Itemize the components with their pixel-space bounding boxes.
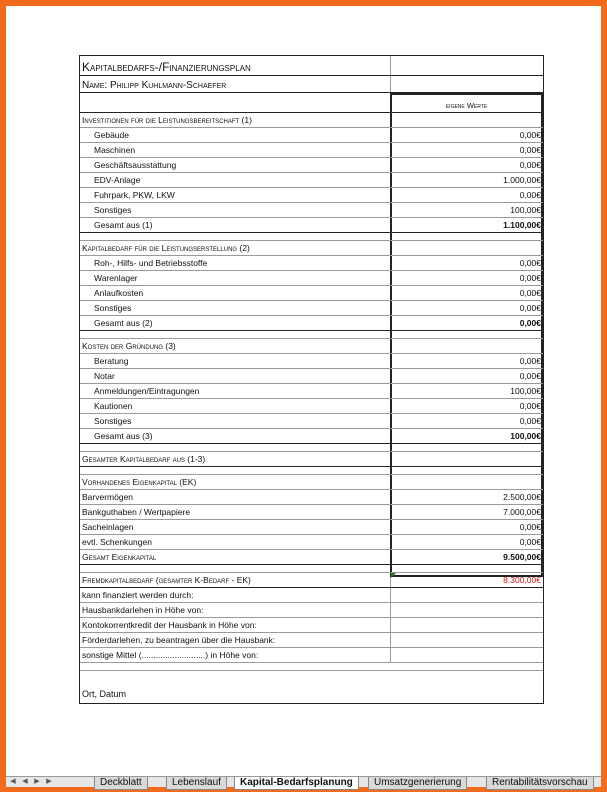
table-row[interactable]	[80, 188, 543, 203]
total-capital-label: Gesamter Kapitalbedarf aus (1-3)	[82, 454, 206, 464]
row-label: Fuhrpark, PKW, LKW	[94, 190, 175, 200]
row-value: 0,00€	[519, 160, 541, 170]
row-label: Sonstiges	[94, 303, 132, 313]
table-row[interactable]	[80, 490, 543, 505]
row-value: 0,00€	[519, 371, 541, 381]
row-label: Gesamt aus (1)	[94, 220, 153, 230]
table-row[interactable]	[80, 369, 543, 384]
row-label: Notar	[94, 371, 115, 381]
sheet-tab-bar	[6, 776, 601, 787]
spreadsheet-table	[79, 55, 544, 704]
subtotal-value: 9.500,00€	[503, 552, 541, 562]
tab-umsatzgenerierung[interactable]: Umsatzgenerierung	[368, 777, 467, 790]
ort-datum-row[interactable]	[80, 671, 543, 703]
table-row[interactable]	[80, 158, 543, 173]
table-row[interactable]	[80, 286, 543, 301]
section-header-row[interactable]	[80, 113, 543, 128]
row-value: 0,00€	[519, 303, 541, 313]
spacer-row[interactable]	[80, 444, 543, 452]
row-value: 1.000,00€	[503, 175, 541, 185]
row-value: 7.000,00€	[503, 507, 541, 517]
section-title-investitionen: Investitionen für die Leistungsbereitschaft (1)	[82, 115, 252, 125]
section-header-row[interactable]	[80, 339, 543, 354]
section-header-row[interactable]	[80, 475, 543, 490]
scroll-last-sheet-icon[interactable]: ▶	[46, 778, 52, 785]
row-label: Sonstiges	[94, 416, 132, 426]
column-header-eigene-werte: eigene Werte	[445, 101, 488, 110]
tab-deckblatt[interactable]: Deckblatt	[94, 777, 148, 790]
row-label: Gesamt aus (2)	[94, 318, 153, 328]
row-label: Kontokorrentkredit der Hausbank in Höhe von:	[82, 620, 257, 630]
subtotal-row[interactable]	[80, 218, 543, 233]
table-row[interactable]	[80, 603, 543, 618]
scroll-prev-sheet-icon[interactable]: ◀	[22, 778, 28, 785]
table-row[interactable]	[80, 399, 543, 414]
row-value: 0,00€	[519, 416, 541, 426]
table-row[interactable]	[80, 143, 543, 158]
row-label: evtl. Schenkungen	[82, 537, 152, 547]
table-row[interactable]	[80, 271, 543, 286]
table-row[interactable]	[80, 535, 543, 550]
row-label: Hausbankdarlehen in Höhe von:	[82, 605, 204, 615]
spacer-row[interactable]	[80, 467, 543, 475]
table-row[interactable]	[80, 588, 543, 603]
ort-datum-label: Ort, Datum	[82, 689, 127, 699]
row-value: 0,00€	[519, 401, 541, 411]
column-header-row[interactable]	[80, 93, 543, 113]
table-row[interactable]	[80, 203, 543, 218]
row-label: kann finanziert werden durch:	[82, 590, 194, 600]
fremdkapital-label: Fremdkapitalbedarf (gesamter K-Bedarf - EK)	[82, 575, 251, 585]
row-label: Sacheinlagen	[82, 522, 134, 532]
row-value: 100,00€	[510, 386, 541, 396]
row-label: Gesamt Eigenkapital	[82, 552, 157, 562]
row-value: 0,00€	[519, 145, 541, 155]
row-value: 0,00€	[519, 130, 541, 140]
comment-marker-icon[interactable]	[391, 573, 396, 578]
table-row[interactable]	[80, 301, 543, 316]
table-row[interactable]	[80, 520, 543, 535]
row-value: 0,00€	[519, 537, 541, 547]
scroll-next-sheet-icon[interactable]: ▶	[34, 778, 40, 785]
sheet-title: Kapitalbedarfs-/Finanzierungsplan	[82, 60, 251, 74]
row-label: Barvermögen	[82, 492, 134, 502]
subtotal-row[interactable]	[80, 429, 543, 444]
row-label: Kautionen	[94, 401, 133, 411]
spacer-row[interactable]	[80, 233, 543, 241]
row-label: Roh-, Hilfs- und Betriebsstoffe	[94, 258, 208, 268]
section-title-kapitalbedarf: Kapitalbedarf für die Leistungserstellung (2)	[82, 243, 250, 253]
table-row[interactable]	[80, 618, 543, 633]
tab-kapital-bedarfsplanung[interactable]: Kapital-Bedarfsplanung	[234, 777, 359, 790]
tab-rentabilitaetsvorschau[interactable]: Rentabilitätsvorschau	[486, 777, 594, 790]
fremdkapital-row[interactable]	[80, 573, 543, 588]
subtotal-row[interactable]	[80, 550, 543, 565]
row-value: 0,00€	[519, 258, 541, 268]
row-label: Gesamt aus (3)	[94, 431, 153, 441]
tab-lebenslauf[interactable]: Lebenslauf	[166, 777, 227, 790]
subtotal-value: 100,00€	[510, 431, 541, 441]
row-label: Maschinen	[94, 145, 136, 155]
name-row[interactable]	[80, 76, 543, 93]
total-capital-row[interactable]	[80, 452, 543, 467]
table-row[interactable]	[80, 505, 543, 520]
row-value: 2.500,00€	[503, 492, 541, 502]
row-value: 0,00€	[519, 190, 541, 200]
row-value: 0,00€	[519, 288, 541, 298]
table-row[interactable]	[80, 128, 543, 143]
table-row[interactable]	[80, 648, 543, 663]
scroll-first-sheet-icon[interactable]: ◀	[10, 778, 16, 785]
row-label: Anlaufkosten	[94, 288, 144, 298]
row-value: 0,00€	[519, 522, 541, 532]
table-row[interactable]	[80, 256, 543, 271]
row-value: 0,00€	[519, 273, 541, 283]
row-label: Gebäude	[94, 130, 129, 140]
spacer-row[interactable]	[80, 565, 543, 573]
section-title-gruendung: Kosten der Gründung (3)	[82, 341, 176, 351]
row-label: Bankguthaben / Wertpapiere	[82, 507, 191, 517]
section-header-row[interactable]	[80, 241, 543, 256]
row-label: Sonstiges	[94, 205, 132, 215]
spacer-row[interactable]	[80, 331, 543, 339]
table-row[interactable]	[80, 414, 543, 429]
title-row[interactable]	[80, 56, 543, 76]
row-value: 0,00€	[519, 356, 541, 366]
subtotal-row[interactable]	[80, 316, 543, 331]
subtotal-value: 1.100,00€	[503, 220, 541, 230]
row-label: Anmeldungen/Eintragungen	[94, 386, 200, 396]
fremdkapital-value: 8.300,00€	[503, 575, 541, 585]
row-label: Beratung	[94, 356, 129, 366]
table-row[interactable]	[80, 384, 543, 399]
table-row[interactable]	[80, 173, 543, 188]
subtotal-value: 0,00€	[519, 318, 541, 328]
table-row[interactable]	[80, 354, 543, 369]
row-label: Förderdarlehen, zu beantragen über die Hausbank:	[82, 635, 276, 645]
row-label: Warenlager	[94, 273, 138, 283]
row-label: EDV-Anlage	[94, 175, 141, 185]
table-row[interactable]	[80, 633, 543, 648]
row-label: sonstige Mittel (...........................) in Höhe von:	[82, 650, 259, 660]
section-title-eigenkapital: Vorhandenes Eigenkapital (EK)	[82, 477, 197, 487]
spacer-row[interactable]	[80, 663, 543, 671]
owner-name: Name: Philipp Kuhlmann-Schaefer	[82, 80, 227, 91]
row-value: 100,00€	[510, 205, 541, 215]
row-label: Geschäftsausstattung	[94, 160, 177, 170]
